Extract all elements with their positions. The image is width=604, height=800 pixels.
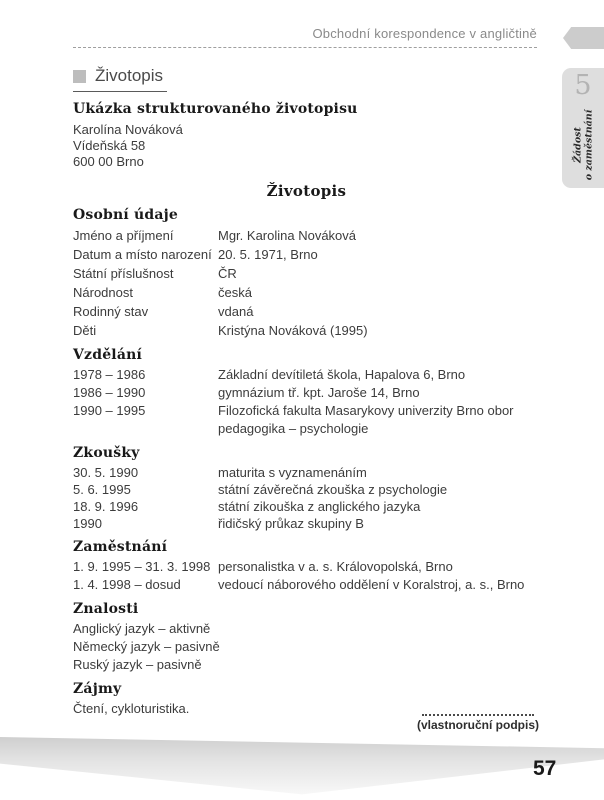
row-value: česká [218, 285, 252, 300]
row-value: řidičský průkaz skupiny B [218, 516, 364, 531]
row-value: maturita s vyznamenáním [218, 465, 367, 480]
row-label: Jméno a příjmení [73, 228, 174, 243]
row-label: 1978 – 1986 [73, 367, 146, 382]
address-line: Karolína Nováková [73, 122, 183, 137]
document-subtitle: Ukázka strukturovaného životopisu [73, 101, 358, 117]
row-label: 18. 9. 1996 [73, 499, 139, 514]
chapter-tab-label-line2: o zaměstnání [583, 109, 595, 180]
row-value: Mgr. Karolina Nováková [218, 228, 357, 243]
chapter-side-tab [562, 68, 604, 188]
skills-lines [73, 620, 540, 674]
heading-skills: Znalosti [73, 601, 139, 617]
row-value: vdaná [218, 304, 254, 319]
skill-line: Německý jazyk – pasivně [73, 639, 220, 654]
row-label: Datum a místo narození [73, 247, 212, 262]
page-number: 57 [533, 757, 557, 780]
exams-rows [73, 464, 540, 532]
row-value: 20. 5. 1971, Brno [218, 247, 318, 262]
row-label: 1986 – 1990 [73, 385, 146, 400]
row-value: gymnázium tř. kpt. Jaroše 14, Brno [218, 385, 420, 400]
cv-title: Životopis [266, 182, 347, 200]
row-label: Státní příslušnost [73, 266, 174, 281]
row-label: Rodinný stav [73, 304, 149, 319]
row-label: 1990 [73, 516, 102, 531]
heading-hobbies: Zájmy [73, 681, 122, 697]
signature-dotted-line [422, 714, 534, 716]
chapter-tab-label [572, 109, 594, 180]
row-value: státní zikouška z anglického jazyka [218, 499, 421, 514]
row-label: Děti [73, 323, 97, 338]
row-label: 5. 6. 1995 [73, 482, 131, 497]
personal-rows [73, 226, 540, 340]
running-header: Obchodní korespondence v angličtině [312, 26, 537, 41]
signature-block [415, 714, 541, 733]
row-value: Základní devítiletá škola, Hapalova 6, Brno [218, 367, 466, 382]
cv-document [73, 100, 540, 756]
row-value: státní závěrečná zkouška z psychologie [218, 482, 448, 497]
skill-line: Ruský jazyk – pasivně [73, 657, 202, 672]
chapter-number: 5 [574, 70, 592, 101]
chapter-tab-label-line1: Žádost [572, 126, 584, 163]
row-value: vedoucí náborového oddělení v Koralstroj, a. s., Brno [218, 577, 525, 592]
section-heading-label: Životopis [95, 66, 164, 85]
employment-rows [73, 558, 540, 594]
section-heading [73, 66, 167, 92]
row-value: Kristýna Nováková (1995) [218, 323, 368, 338]
row-label: Národnost [73, 285, 133, 300]
row-label: 1990 – 1995 [73, 403, 146, 418]
row-value: personalistka v a. s. Královopolská, Brno [218, 559, 453, 574]
address-line: 600 00 Brno [73, 154, 144, 169]
chapter-tab-label-wrap [548, 101, 604, 188]
hobby-line: Čtení, cykloturistika. [73, 701, 190, 716]
heading-personal: Osobní údaje [73, 207, 178, 223]
signature-caption: (vlastnoruční podpis) [416, 718, 539, 732]
row-label: 1. 4. 1998 – dosud [73, 577, 181, 592]
heading-employment: Zaměstnání [73, 539, 168, 555]
heading-education: Vzdělání [73, 347, 142, 363]
heading-exams: Zkoušky [73, 445, 140, 461]
row-label: 30. 5. 1990 [73, 465, 139, 480]
education-rows [73, 366, 540, 438]
corner-arrow-icon [563, 27, 604, 49]
section-bullet-icon [73, 70, 86, 83]
skill-line: Anglický jazyk – aktivně [73, 621, 211, 636]
address-line: Vídeňská 58 [73, 138, 146, 153]
header-dashed-rule [73, 47, 537, 48]
row-value: ČR [218, 266, 237, 281]
row-value: Filozofická fakulta Masarykovy univerzity Brno obor pedagogika – psychologie [218, 403, 514, 436]
row-label: 1. 9. 1995 – 31. 3. 1998 [73, 559, 211, 574]
